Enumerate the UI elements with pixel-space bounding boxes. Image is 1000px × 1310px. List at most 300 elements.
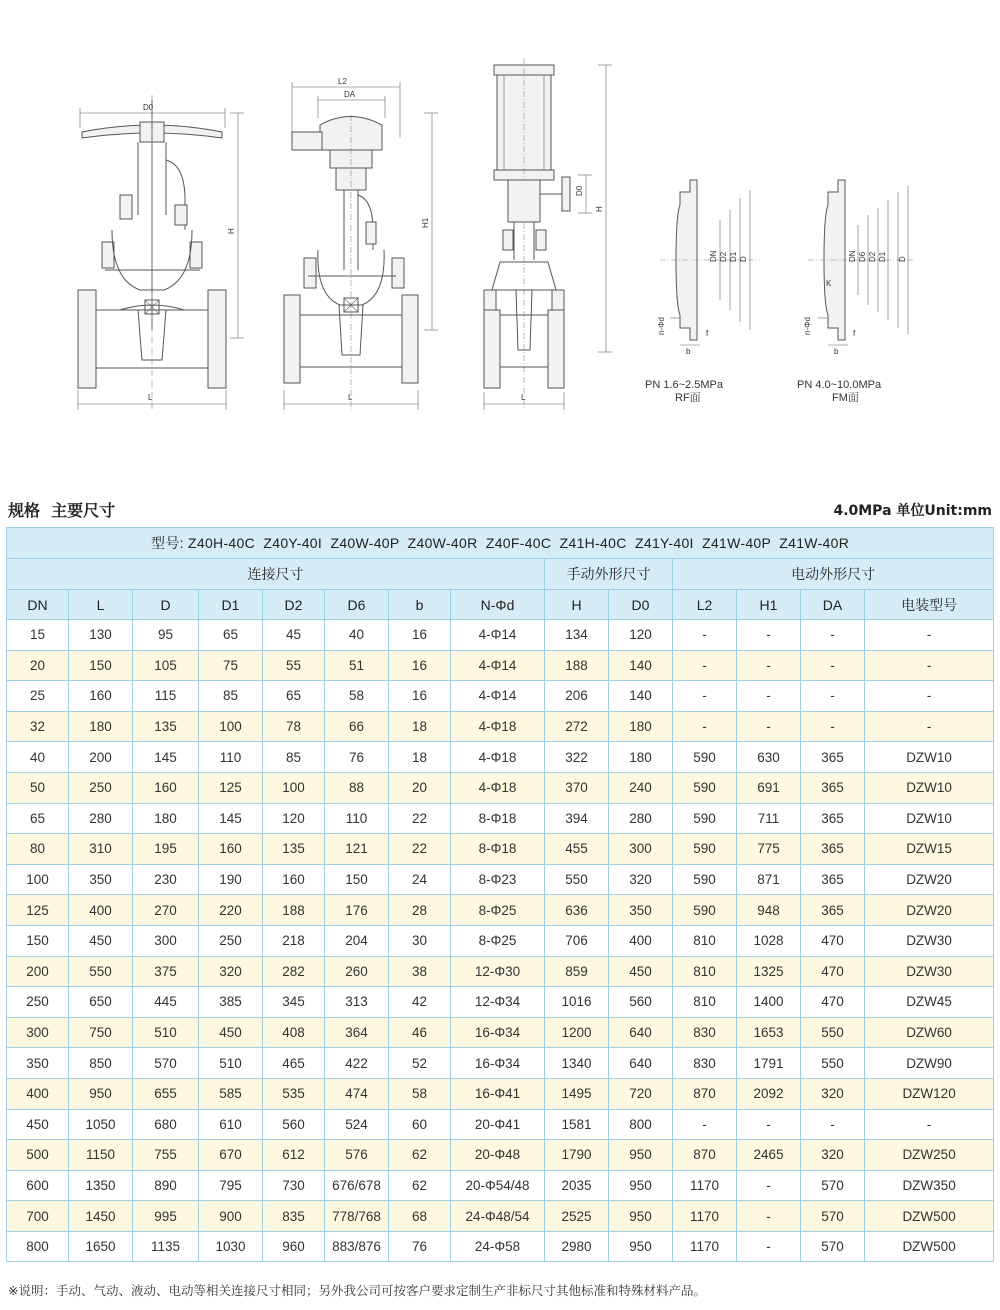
table-cell: 8-Φ18	[451, 834, 545, 865]
table-cell: 870	[673, 1078, 737, 1109]
table-cell: 100	[263, 772, 325, 803]
label-f-rf: f	[706, 329, 709, 338]
electric-valve-drawing	[284, 77, 438, 410]
table-cell: 110	[325, 803, 389, 834]
table-cell: 125	[7, 895, 69, 926]
table-cell: 730	[263, 1170, 325, 1201]
column-header-10: L2	[673, 590, 737, 620]
table-cell: -	[865, 711, 994, 742]
table-cell: DZW20	[865, 895, 994, 926]
table-cell: 890	[133, 1170, 199, 1201]
table-cell: 1170	[673, 1201, 737, 1232]
table-cell: 394	[545, 803, 609, 834]
table-cell: 676/678	[325, 1170, 389, 1201]
table-cell: 2525	[545, 1201, 609, 1232]
table-cell: 1030	[199, 1231, 263, 1262]
caption-fm-line1: PN 4.0~10.0MPa	[797, 379, 882, 391]
table-cell: -	[673, 650, 737, 681]
table-cell: 12-Φ34	[451, 987, 545, 1018]
label-d6-fm: D6	[858, 251, 867, 262]
table-cell: 270	[133, 895, 199, 926]
table-cell: 300	[7, 1017, 69, 1048]
table-cell: 45	[263, 620, 325, 651]
table-cell: 510	[199, 1048, 263, 1079]
label-b-fm: b	[834, 347, 839, 356]
table-cell: 720	[609, 1078, 673, 1109]
table-cell: 4-Φ18	[451, 742, 545, 773]
table-row	[7, 1048, 994, 1079]
table-cell: 320	[801, 1078, 865, 1109]
table-cell: 250	[69, 772, 133, 803]
table-cell: 85	[199, 681, 263, 712]
table-cell: 40	[325, 620, 389, 651]
table-cell: 640	[609, 1048, 673, 1079]
table-cell: 8-Φ23	[451, 864, 545, 895]
label-nphid-fm: n-Φd	[803, 317, 812, 335]
table-cell: 4-Φ14	[451, 650, 545, 681]
table-cell: 322	[545, 742, 609, 773]
table-row	[7, 834, 994, 865]
table-cell: 560	[609, 987, 673, 1018]
table-cell: 365	[801, 895, 865, 926]
table-cell: 80	[7, 834, 69, 865]
table-cell: 280	[69, 803, 133, 834]
table-cell: 230	[133, 864, 199, 895]
table-cell: 1170	[673, 1231, 737, 1262]
table-cell: -	[737, 711, 801, 742]
table-cell: 590	[673, 803, 737, 834]
table-cell: 1028	[737, 925, 801, 956]
label-d1-fm: D1	[878, 251, 887, 262]
label-da: DA	[344, 90, 356, 99]
table-cell: 365	[801, 864, 865, 895]
table-cell: 2980	[545, 1231, 609, 1262]
table-cell: 190	[199, 864, 263, 895]
column-header-8: H	[545, 590, 609, 620]
table-cell: 995	[133, 1201, 199, 1232]
footnote: ※说明：手动、气动、液动、电动等相关连接尺寸相同；另外我公司可按客户要求定制生产非标尺寸其他标准和特殊材料产品。	[8, 1283, 706, 1298]
table-cell: 1170	[673, 1170, 737, 1201]
table-cell: 800	[7, 1231, 69, 1262]
table-cell: 51	[325, 650, 389, 681]
table-cell: 200	[7, 956, 69, 987]
group-header-row	[7, 559, 994, 590]
table-cell: 204	[325, 925, 389, 956]
table-cell: 1790	[545, 1140, 609, 1171]
table-cell: -	[673, 620, 737, 651]
table-cell: 859	[545, 956, 609, 987]
table-row	[7, 650, 994, 681]
table-cell: 1325	[737, 956, 801, 987]
table-cell: 160	[263, 864, 325, 895]
table-cell: DZW120	[865, 1078, 994, 1109]
column-header-2: D	[133, 590, 199, 620]
table-cell: 20	[7, 650, 69, 681]
table-row	[7, 681, 994, 712]
table-cell: 250	[7, 987, 69, 1018]
table-cell: 350	[609, 895, 673, 926]
table-cell: -	[737, 1170, 801, 1201]
table-cell: 590	[673, 895, 737, 926]
table-cell: 176	[325, 895, 389, 926]
table-cell: 68	[389, 1201, 451, 1232]
table-cell: 140	[609, 681, 673, 712]
table-cell: 474	[325, 1078, 389, 1109]
table-cell: 750	[69, 1017, 133, 1048]
table-cell: 62	[389, 1140, 451, 1171]
table-cell: 85	[263, 742, 325, 773]
label-d2-rf: D2	[719, 251, 728, 262]
table-cell: -	[673, 1109, 737, 1140]
table-cell: 300	[133, 925, 199, 956]
column-header-11: H1	[737, 590, 801, 620]
table-cell: 950	[609, 1170, 673, 1201]
group-header-0: 连接尺寸	[7, 559, 545, 590]
table-cell: 535	[263, 1078, 325, 1109]
table-cell: DZW20	[865, 864, 994, 895]
table-cell: 550	[801, 1048, 865, 1079]
table-cell: 282	[263, 956, 325, 987]
table-cell: -	[801, 711, 865, 742]
table-cell: 22	[389, 803, 451, 834]
table-cell: 350	[7, 1048, 69, 1079]
column-header-5: D6	[325, 590, 389, 620]
table-cell: 180	[133, 803, 199, 834]
table-cell: 272	[545, 711, 609, 742]
table-cell: 830	[673, 1017, 737, 1048]
table-cell: -	[865, 1109, 994, 1140]
table-cell: 570	[801, 1231, 865, 1262]
table-cell: 590	[673, 772, 737, 803]
table-cell: 1050	[69, 1109, 133, 1140]
table-cell: 400	[7, 1078, 69, 1109]
table-cell: 364	[325, 1017, 389, 1048]
table-cell: 1135	[133, 1231, 199, 1262]
table-cell: 560	[263, 1109, 325, 1140]
table-cell: 188	[263, 895, 325, 926]
table-cell: 1150	[69, 1140, 133, 1171]
table-cell: 65	[263, 681, 325, 712]
table-cell: 20-Φ48	[451, 1140, 545, 1171]
table-cell: 65	[7, 803, 69, 834]
table-cell: 195	[133, 834, 199, 865]
label-l-electric: L	[348, 393, 353, 402]
table-row	[7, 925, 994, 956]
table-cell: 140	[609, 650, 673, 681]
label-d0-pneumatic: D0	[575, 185, 584, 196]
table-cell: 15	[7, 620, 69, 651]
table-cell: -	[801, 1109, 865, 1140]
table-cell: 16	[389, 620, 451, 651]
table-cell: 40	[7, 742, 69, 773]
table-cell: 450	[609, 956, 673, 987]
table-cell: 4-Φ18	[451, 711, 545, 742]
table-row	[7, 895, 994, 926]
table-cell: 680	[133, 1109, 199, 1140]
table-cell: 1581	[545, 1109, 609, 1140]
table-cell: 130	[69, 620, 133, 651]
table-row	[7, 1017, 994, 1048]
table-cell: DZW250	[865, 1140, 994, 1171]
table-cell: 870	[673, 1140, 737, 1171]
table-cell: -	[737, 1231, 801, 1262]
table-cell: 883/876	[325, 1231, 389, 1262]
table-row	[7, 803, 994, 834]
table-cell: DZW90	[865, 1048, 994, 1079]
table-cell: 16-Φ34	[451, 1048, 545, 1079]
table-cell: 950	[609, 1140, 673, 1171]
table-cell: 450	[7, 1109, 69, 1140]
column-header-1: L	[69, 590, 133, 620]
label-d1-rf: D1	[729, 251, 738, 262]
caption-rf-line1: PN 1.6~2.5MPa	[645, 379, 723, 391]
table-cell: 50	[7, 772, 69, 803]
label-h1: H1	[421, 217, 430, 228]
table-cell: 206	[545, 681, 609, 712]
table-cell: 365	[801, 742, 865, 773]
table-cell: 180	[69, 711, 133, 742]
table-cell: 365	[801, 834, 865, 865]
table-cell: 570	[801, 1201, 865, 1232]
table-cell: 445	[133, 987, 199, 1018]
table-cell: 200	[69, 742, 133, 773]
table-cell: 220	[199, 895, 263, 926]
table-body	[7, 620, 994, 1262]
flange-fm-drawing	[797, 180, 915, 404]
label-l2: L2	[338, 77, 347, 86]
flange-rf-drawing	[645, 180, 760, 404]
pressure-unit-label: 4.0MPa 单位Unit:mm	[833, 503, 992, 519]
model-row: 型号: Z40H-40C Z40Y-40I Z40W-40P Z40W-40R Z40F-40C Z41H-40C Z41Y-40I Z41W-40P Z41W-40R	[7, 528, 994, 559]
label-d2-fm: D2	[868, 251, 877, 262]
table-cell: DZW60	[865, 1017, 994, 1048]
table-cell: -	[865, 681, 994, 712]
table-cell: -	[737, 620, 801, 651]
table-cell: 313	[325, 987, 389, 1018]
table-cell: 1650	[69, 1231, 133, 1262]
pneumatic-valve-drawing	[484, 58, 612, 410]
table-cell: 60	[389, 1109, 451, 1140]
label-f-fm: f	[853, 329, 856, 338]
table-cell: DZW45	[865, 987, 994, 1018]
caption-fm-line2: FM面	[832, 392, 859, 404]
table-cell: 610	[199, 1109, 263, 1140]
table-cell: 115	[133, 681, 199, 712]
table-cell: 1495	[545, 1078, 609, 1109]
table-cell: DZW15	[865, 834, 994, 865]
table-row	[7, 711, 994, 742]
table-cell: -	[801, 681, 865, 712]
table-cell: 900	[199, 1201, 263, 1232]
table-cell: 1653	[737, 1017, 801, 1048]
caption-rf-line2: RF面	[675, 392, 701, 404]
table-cell: 58	[389, 1078, 451, 1109]
table-cell: 670	[199, 1140, 263, 1171]
table-cell: 1450	[69, 1201, 133, 1232]
table-row	[7, 956, 994, 987]
table-cell: 65	[199, 620, 263, 651]
table-cell: 810	[673, 925, 737, 956]
table-cell: 850	[69, 1048, 133, 1079]
table-cell: 46	[389, 1017, 451, 1048]
table-cell: 120	[263, 803, 325, 834]
table-row	[7, 987, 994, 1018]
label-h-pneumatic: H	[595, 206, 604, 212]
table-cell: 20-Φ54/48	[451, 1170, 545, 1201]
table-cell: 600	[7, 1170, 69, 1201]
table-cell: 590	[673, 864, 737, 895]
table-cell: 350	[69, 864, 133, 895]
table-cell: 16-Φ34	[451, 1017, 545, 1048]
table-cell: 465	[263, 1048, 325, 1079]
table-cell: 711	[737, 803, 801, 834]
table-cell: 24-Φ48/54	[451, 1201, 545, 1232]
table-cell: 160	[133, 772, 199, 803]
table-cell: 950	[609, 1231, 673, 1262]
table-cell: 280	[609, 803, 673, 834]
table-cell: 1340	[545, 1048, 609, 1079]
table-cell: 400	[609, 925, 673, 956]
group-header-1: 手动外形尺寸	[545, 559, 673, 590]
column-header-4: D2	[263, 590, 325, 620]
table-cell: 700	[7, 1201, 69, 1232]
table-cell: 310	[69, 834, 133, 865]
table-cell: 8-Φ25	[451, 925, 545, 956]
table-cell: 42	[389, 987, 451, 1018]
table-cell: 88	[325, 772, 389, 803]
table-cell: 455	[545, 834, 609, 865]
table-cell: 16	[389, 681, 451, 712]
table-cell: 160	[199, 834, 263, 865]
table-row	[7, 1078, 994, 1109]
label-l-pneumatic: L	[521, 393, 526, 402]
table-cell: -	[673, 711, 737, 742]
table-cell: 365	[801, 803, 865, 834]
table-cell: 75	[199, 650, 263, 681]
table-cell: 630	[737, 742, 801, 773]
table-cell: 570	[133, 1048, 199, 1079]
table-cell: 524	[325, 1109, 389, 1140]
table-cell: 180	[609, 742, 673, 773]
label-dn-fm: DN	[848, 250, 857, 262]
table-cell: 4-Φ14	[451, 620, 545, 651]
table-cell: 4-Φ14	[451, 681, 545, 712]
table-cell: DZW10	[865, 742, 994, 773]
table-cell: 778/768	[325, 1201, 389, 1232]
manual-valve-drawing	[78, 95, 244, 410]
table-cell: 345	[263, 987, 325, 1018]
table-cell: 121	[325, 834, 389, 865]
table-cell: 948	[737, 895, 801, 926]
table-cell: 550	[801, 1017, 865, 1048]
table-cell: 320	[199, 956, 263, 987]
table-cell: 18	[389, 742, 451, 773]
table-cell: -	[801, 620, 865, 651]
table-cell: 370	[545, 772, 609, 803]
table-cell: 1016	[545, 987, 609, 1018]
table-cell: 110	[199, 742, 263, 773]
label-d0: D0	[143, 103, 154, 112]
table-cell: 58	[325, 681, 389, 712]
table-cell: 134	[545, 620, 609, 651]
table-cell: DZW350	[865, 1170, 994, 1201]
table-cell: 135	[133, 711, 199, 742]
table-cell: 95	[133, 620, 199, 651]
column-header-3: D1	[199, 590, 263, 620]
table-cell: DZW10	[865, 772, 994, 803]
table-cell: 871	[737, 864, 801, 895]
table-cell: 385	[199, 987, 263, 1018]
table-cell: DZW500	[865, 1201, 994, 1232]
table-cell: 105	[133, 650, 199, 681]
table-cell: 125	[199, 772, 263, 803]
table-cell: -	[737, 681, 801, 712]
table-cell: 150	[7, 925, 69, 956]
table-cell: 570	[801, 1170, 865, 1201]
table-cell: 100	[7, 864, 69, 895]
table-row	[7, 742, 994, 773]
table-cell: 320	[801, 1140, 865, 1171]
table-cell: 612	[263, 1140, 325, 1171]
table-cell: 810	[673, 956, 737, 987]
column-header-row	[7, 590, 994, 620]
section-title: 规格 主要尺寸	[8, 501, 116, 520]
table-cell: 1350	[69, 1170, 133, 1201]
table-cell: 470	[801, 987, 865, 1018]
group-header-2: 电动外形尺寸	[673, 559, 994, 590]
table-cell: 408	[263, 1017, 325, 1048]
table-cell: 250	[199, 925, 263, 956]
table-cell: 550	[69, 956, 133, 987]
table-cell: 76	[325, 742, 389, 773]
table-cell: 755	[133, 1140, 199, 1171]
table-cell: 4-Φ18	[451, 772, 545, 803]
table-row	[7, 1231, 994, 1262]
label-nphid-rf: n-Φd	[657, 317, 666, 335]
table-cell: 145	[133, 742, 199, 773]
table-cell: -	[865, 650, 994, 681]
table-cell: 2465	[737, 1140, 801, 1171]
valve-technical-drawings	[0, 0, 1000, 460]
table-cell: 470	[801, 925, 865, 956]
table-cell: 375	[133, 956, 199, 987]
table-cell: 24	[389, 864, 451, 895]
table-cell: 20-Φ41	[451, 1109, 545, 1140]
table-row	[7, 1109, 994, 1140]
label-k-fm: K	[826, 279, 832, 288]
table-row	[7, 1140, 994, 1171]
table-cell: 100	[199, 711, 263, 742]
table-cell: 830	[673, 1048, 737, 1079]
table-cell: 400	[69, 895, 133, 926]
label-dn-rf: DN	[709, 250, 718, 262]
table-cell: -	[737, 650, 801, 681]
table-cell: 1200	[545, 1017, 609, 1048]
table-cell: 66	[325, 711, 389, 742]
table-cell: 145	[199, 803, 263, 834]
table-cell: 76	[389, 1231, 451, 1262]
table-cell: 2092	[737, 1078, 801, 1109]
table-cell: 18	[389, 711, 451, 742]
table-cell: 38	[389, 956, 451, 987]
table-cell: 706	[545, 925, 609, 956]
label-l-manual: L	[148, 393, 153, 402]
table-cell: 795	[199, 1170, 263, 1201]
table-cell: -	[673, 681, 737, 712]
table-cell: 260	[325, 956, 389, 987]
table-cell: 835	[263, 1201, 325, 1232]
table-cell: 160	[69, 681, 133, 712]
